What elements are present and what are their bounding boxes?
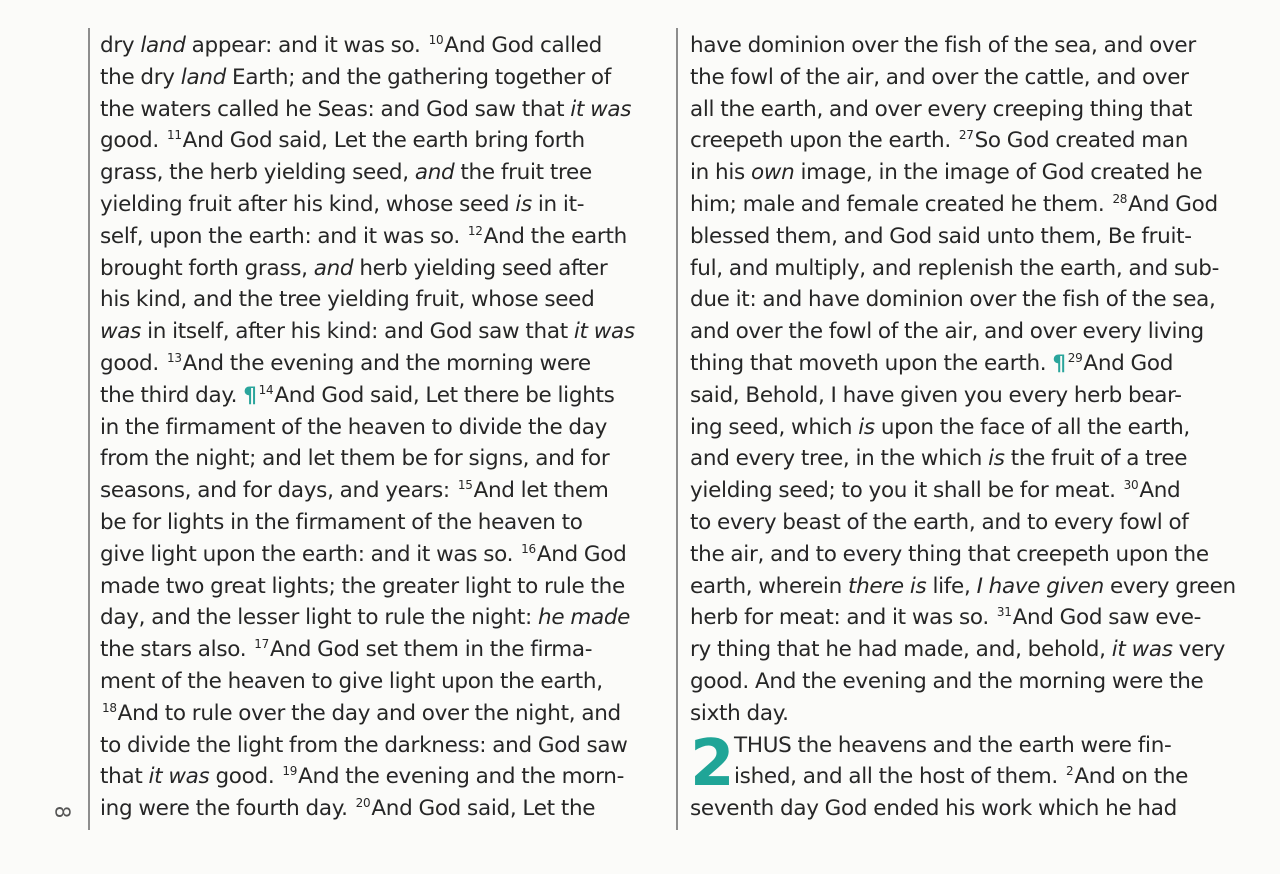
text-line (690, 698, 1262, 730)
text-run: And God set them in the firma- (269, 637, 593, 663)
text-run: And the evening and the morning were (182, 350, 591, 376)
text-line (100, 634, 672, 666)
text-run: So God created man (974, 128, 1189, 154)
pilcrow-icon: ¶ (243, 382, 257, 408)
text-line (100, 380, 672, 412)
text-run: due it: and have dominion over the fish of the sea, (690, 287, 1216, 313)
text-run: Earth; and the gathering together of (226, 64, 612, 90)
text-run: from the night; and let them be for signs, and for (100, 446, 610, 472)
text-run: the fruit of a tree (1004, 446, 1188, 472)
text-run: And God (1128, 191, 1218, 217)
text-run: earth, wherein (690, 573, 848, 599)
text-run: And God (536, 541, 627, 567)
text-run: And the earth (483, 223, 627, 249)
text-run: the waters called he Seas: and God saw that (100, 96, 571, 122)
text-line (100, 793, 672, 825)
text-run: ished, and all the host of them. (734, 764, 1065, 790)
text-line (734, 761, 1262, 793)
left-text-column (100, 30, 672, 825)
text-run: that (100, 764, 149, 790)
text-run: said, Behold, I have given you every herb bear- (690, 382, 1182, 408)
text-run: herb yielding seed after (353, 255, 608, 281)
text-run: And God (1083, 350, 1174, 376)
text-run: yielding fruit after his kind, whose seed (100, 191, 516, 217)
right-text-column (690, 30, 1262, 825)
text-run: very (1172, 637, 1225, 663)
verse-number: 30 (1123, 478, 1139, 492)
text-run: yielding seed; to you it shall be for meat. (690, 478, 1122, 504)
italic-run: own (750, 160, 795, 186)
text-line (690, 793, 1262, 825)
text-line (100, 62, 672, 94)
text-run: to every beast of the earth, and to every fowl of (690, 509, 1189, 535)
verse-number: 18 (102, 700, 117, 715)
text-line (690, 666, 1262, 698)
text-line (100, 316, 672, 348)
chapter-continuation (690, 793, 1262, 825)
verse-number: 19 (282, 764, 298, 779)
text-line (690, 634, 1262, 666)
verse-number: 16 (521, 541, 536, 556)
verse-number: 27 (958, 128, 974, 143)
italic-run: it was (570, 96, 632, 122)
text-line (690, 284, 1262, 316)
text-line (690, 253, 1262, 285)
text-run: appear: and it was so. (185, 33, 427, 58)
text-line (100, 221, 672, 253)
text-line (690, 125, 1262, 157)
verse-number: 13 (166, 350, 182, 365)
right-column-lines (690, 30, 1262, 730)
text-run: the fruit tree (454, 160, 592, 186)
italic-run: I have given (976, 573, 1104, 599)
text-line (100, 157, 672, 189)
text-run: good. (100, 350, 165, 376)
text-run: grass, the herb yielding seed, (100, 160, 415, 186)
text-run: And let them (473, 478, 609, 504)
italic-run: he made (538, 605, 631, 631)
text-line (690, 157, 1262, 189)
text-line (690, 412, 1262, 444)
text-line (690, 380, 1262, 412)
text-run: And God called (444, 33, 603, 58)
text-run: seventh day God ended his work which he had (690, 796, 1177, 822)
text-run: be for lights in the firmament of the heaven to (100, 509, 583, 535)
text-line (100, 539, 672, 571)
text-run: good. (100, 128, 165, 154)
text-line (100, 189, 672, 221)
text-line (734, 730, 1262, 762)
text-run: seasons, and for days, and years: (100, 478, 456, 504)
text-line (690, 507, 1262, 539)
text-run: image, in the image of God created he (794, 160, 1203, 186)
text-line (690, 316, 1262, 348)
chapter-number: 2 (690, 726, 735, 801)
text-line (690, 30, 1262, 62)
italic-run: was (100, 319, 142, 345)
text-line (100, 475, 672, 507)
text-line (690, 348, 1262, 380)
text-run: good. (209, 764, 281, 790)
text-line (100, 412, 672, 444)
verse-number: 2 (1066, 764, 1074, 779)
text-line (690, 602, 1262, 634)
text-line (690, 475, 1262, 507)
text-run: life, (926, 573, 977, 599)
text-run: And on the (1074, 764, 1189, 790)
text-line (100, 348, 672, 380)
text-line (100, 443, 672, 475)
verse-number: 11 (166, 128, 182, 143)
text-run: his kind, and the tree yielding fruit, whose seed (100, 287, 595, 313)
text-run: him; male and female created he them. (690, 191, 1111, 217)
text-run: herb for meat: and it was so. (690, 605, 995, 631)
text-line (100, 698, 672, 730)
text-run: ing were the fourth day. (100, 796, 354, 822)
italic-run: it was (573, 319, 635, 345)
text-run: have dominion over the fish of the sea, and over (690, 33, 1196, 58)
text-run: made two great lights; the greater light to rule the (100, 573, 625, 599)
text-run: blessed them, and God said unto them, Be fruit- (690, 223, 1192, 249)
pilcrow-icon: ¶ (1052, 350, 1066, 376)
text-run: ry thing that he had made, and, behold, (690, 637, 1112, 663)
text-run: give light upon the earth: and it was so. (100, 541, 520, 567)
text-line (100, 125, 672, 157)
text-run: the third day. (100, 382, 244, 408)
verse-number: 15 (457, 478, 473, 492)
text-run: and over the fowl of the air, and over every living (690, 319, 1204, 345)
text-run: And God saw eve- (1012, 605, 1202, 631)
text-line (690, 539, 1262, 571)
text-run: good. And the evening and the morning were the (690, 668, 1204, 694)
text-run: in his (690, 160, 751, 186)
text-line (100, 730, 672, 762)
text-run: creepeth upon the earth. (690, 128, 957, 154)
text-run: And God said, Let there be lights (274, 382, 615, 408)
page-number: 8 (50, 805, 75, 819)
verse-number: 28 (1112, 191, 1128, 206)
text-run: day, and the lesser light to rule the night: (100, 605, 539, 631)
text-run: every green (1103, 573, 1236, 599)
text-run: ment of the heaven to give light upon the earth, (100, 668, 603, 694)
verse-number: 14 (258, 382, 274, 397)
text-run: ful, and multiply, and replenish the earth, and sub- (690, 255, 1220, 281)
text-run: ing seed, which (690, 414, 859, 440)
italic-run: there is (847, 573, 927, 599)
text-line (690, 62, 1262, 94)
italic-run: is (515, 191, 532, 217)
text-run: And to rule over the day and over the night, and (117, 700, 621, 726)
text-run: in itself, after his kind: and God saw that (141, 319, 574, 345)
verse-number: 29 (1067, 350, 1083, 365)
text-line (100, 602, 672, 634)
text-line (690, 443, 1262, 475)
text-line (690, 189, 1262, 221)
italic-run: it was (148, 764, 210, 790)
text-run: in it- (531, 191, 585, 217)
text-run: the stars also. (100, 637, 253, 663)
text-run: all the earth, and over every creeping thing that (690, 96, 1193, 122)
text-line (690, 571, 1262, 603)
text-run: THUS the heavens and the earth were fin- (734, 732, 1172, 758)
verse-number: 20 (355, 795, 371, 810)
italic-run: land (140, 33, 186, 58)
text-run: the fowl of the air, and over the cattle, and over (690, 64, 1189, 90)
text-run: in the firmament of the heaven to divide the day (100, 414, 608, 440)
text-line (100, 666, 672, 698)
column-divider-rule (676, 28, 678, 830)
italic-run: is (858, 414, 875, 440)
text-run: And (1139, 478, 1181, 504)
text-run: and every tree, in the which (690, 446, 989, 472)
italic-run: it was (1111, 637, 1173, 663)
left-margin-rule (88, 28, 90, 830)
text-line (100, 253, 672, 285)
text-run: self, upon the earth: and it was so. (100, 223, 466, 249)
text-line (100, 30, 672, 62)
text-line (100, 284, 672, 316)
text-line (100, 94, 672, 126)
text-line (100, 507, 672, 539)
italic-run: is (988, 446, 1005, 472)
text-line (100, 571, 672, 603)
text-run: brought forth grass, (100, 255, 314, 281)
text-line (690, 94, 1262, 126)
italic-run: land (180, 64, 226, 90)
chapter-first-lines (690, 726, 1262, 801)
verse-number: 10 (428, 32, 444, 47)
text-line (690, 221, 1262, 253)
chapter-opening (690, 726, 1262, 825)
text-run: And God said, Let the (371, 796, 596, 822)
verse-number: 17 (254, 636, 269, 651)
verse-number: 12 (467, 223, 483, 238)
text-run: sixth day. (690, 700, 789, 726)
text-run: And God said, Let the earth bring forth (182, 128, 585, 154)
italic-run: and (313, 255, 354, 281)
italic-run: and (414, 160, 455, 186)
text-run: And the evening and the morn- (298, 764, 625, 790)
text-run: dry (100, 33, 141, 58)
text-run: thing that moveth upon the earth. (690, 350, 1053, 376)
text-run: upon the face of all the earth, (874, 414, 1190, 440)
text-line (100, 761, 672, 793)
text-run: to divide the light from the darkness: and God saw (100, 732, 628, 758)
verse-number: 31 (996, 605, 1012, 620)
text-run: the air, and to every thing that creepeth upon the (690, 541, 1209, 567)
text-run: the dry (100, 64, 181, 90)
